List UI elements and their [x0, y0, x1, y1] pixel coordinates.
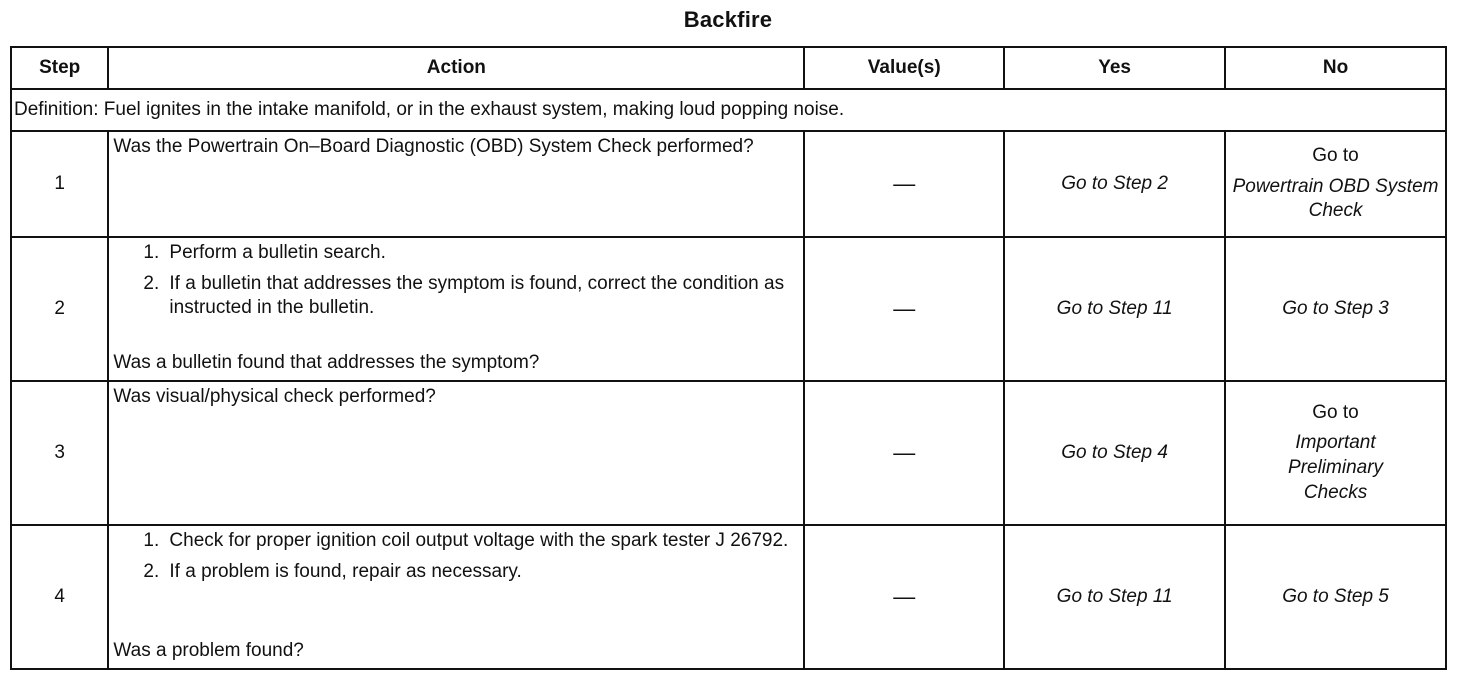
- diagnostic-table: [10, 46, 1447, 670]
- action-question: Was a bulletin found that addresses the symptom?: [113, 352, 540, 374]
- no-cell: Go to Step 3: [1225, 237, 1446, 381]
- value-cell: —: [804, 131, 1004, 237]
- action-cell: [108, 131, 804, 237]
- list-number: 1.: [143, 242, 160, 263]
- list-item: [113, 560, 799, 585]
- header-yes: Yes: [1004, 47, 1225, 89]
- step-number: 3: [11, 381, 108, 525]
- table-row: [11, 525, 1446, 669]
- action-cell: [108, 525, 804, 669]
- header-step: Step: [11, 47, 108, 89]
- header-row: [11, 47, 1446, 89]
- yes-cell: Go to Step 2: [1004, 131, 1225, 237]
- yes-cell: Go to Step 4: [1004, 381, 1225, 525]
- no-cell: [1225, 381, 1446, 525]
- definition-row: [11, 89, 1446, 131]
- list-text: If a bulletin that addresses the symptom is found, correct the condition as instructed in the bulletin.: [169, 272, 785, 319]
- list-item: [113, 241, 799, 266]
- step-number: 4: [11, 525, 108, 669]
- action-question: Was a problem found?: [113, 640, 304, 662]
- value-cell: —: [804, 237, 1004, 381]
- list-number: 2.: [143, 272, 160, 294]
- page-title: Backfire: [683, 7, 773, 32]
- list-text: Check for proper ignition coil output voltage with the spark tester J 26792.: [169, 530, 789, 551]
- table-row: [11, 381, 1446, 525]
- header-action: Action: [108, 47, 804, 89]
- step-number: 1: [11, 131, 108, 237]
- header-values: Value(s): [804, 47, 1004, 89]
- value-cell: —: [804, 525, 1004, 669]
- list-item: [113, 529, 799, 554]
- step-number: 2: [11, 237, 108, 381]
- value-cell: —: [804, 381, 1004, 525]
- definition-text: Definition: Fuel ignites in the intake manifold, or in the exhaust system, making loud popping noise.: [11, 89, 1446, 131]
- no-cell: [1225, 131, 1446, 237]
- action-cell: [108, 381, 804, 525]
- list-text: If a problem is found, repair as necessary.: [169, 560, 522, 582]
- yes-cell: Go to Step 11: [1004, 525, 1225, 669]
- list-text: Perform a bulletin search.: [169, 242, 386, 263]
- action-cell: [108, 237, 804, 381]
- list-number: 2.: [143, 560, 160, 582]
- no-target: Powertrain OBD System Check: [1232, 175, 1439, 222]
- action-question: Was the Powertrain On–Board Diagnostic (OBD) System Check performed?: [113, 136, 754, 157]
- yes-cell: Go to Step 11: [1004, 237, 1225, 381]
- no-goto-label: Go to: [1312, 144, 1359, 166]
- no-cell: Go to Step 5: [1225, 525, 1446, 669]
- table-row: [11, 237, 1446, 381]
- no-target: Important Preliminary Checks: [1288, 432, 1384, 503]
- list-item: [113, 272, 799, 321]
- list-number: 1.: [143, 530, 160, 551]
- header-no: No: [1225, 47, 1446, 89]
- action-question: Was visual/physical check performed?: [113, 386, 436, 407]
- no-goto-label: Go to: [1312, 401, 1359, 423]
- table-row: [11, 131, 1446, 237]
